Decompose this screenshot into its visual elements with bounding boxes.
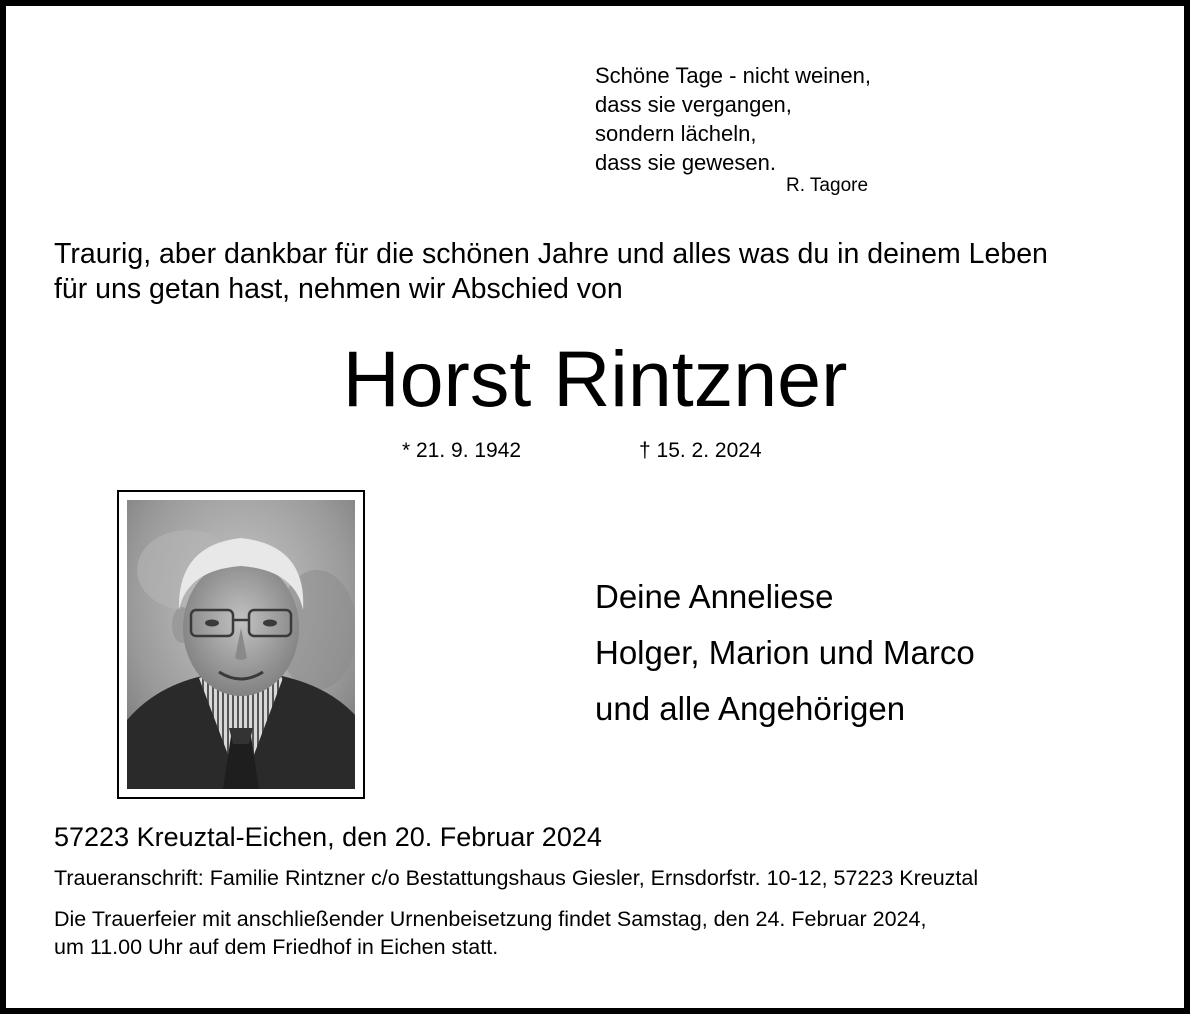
poem-author: R. Tagore <box>786 175 869 196</box>
birth-date: * 21. 9. 1942 <box>402 439 522 462</box>
portrait-frame <box>117 490 365 799</box>
death-date: † 15. 2. 2024 <box>639 439 762 462</box>
poem-line: Schöne Tage - nicht weinen, <box>595 63 871 88</box>
family-line: Deine Anneliese <box>595 578 834 615</box>
deceased-name: Horst Rintzner <box>342 334 848 423</box>
mourning-address: Traueranschrift: Familie Rintzner c/o Bestattungshaus Giesler, Ernsdorfstr. 10-12, 57223 Kreuztal <box>54 866 979 890</box>
poem-line: dass sie gewesen. <box>595 150 776 175</box>
intro-line: für uns getan hast, nehmen wir Abschied von <box>54 273 623 305</box>
ceremony-line: Die Trauerfeier mit anschließender Urnenbeisetzung findet Samstag, den 24. Februar 2024, <box>54 907 927 931</box>
family-signature <box>595 569 975 737</box>
poem-line: sondern lächeln, <box>595 121 757 146</box>
portrait-photo <box>127 500 355 789</box>
ceremony-info <box>54 905 926 961</box>
place-date: 57223 Kreuztal-Eichen, den 20. Februar 2024 <box>54 822 602 852</box>
intro-text <box>54 237 1154 307</box>
poem-line: dass sie vergangen, <box>595 92 792 117</box>
family-line: Holger, Marion und Marco <box>595 634 975 671</box>
intro-line: Traurig, aber dankbar für die schönen Jahre und alles was du in deinem Leben <box>54 238 1048 270</box>
family-line: und alle Angehörigen <box>595 690 906 727</box>
ceremony-line: um 11.00 Uhr auf dem Friedhof in Eichen statt. <box>54 935 499 959</box>
poem <box>595 61 871 177</box>
